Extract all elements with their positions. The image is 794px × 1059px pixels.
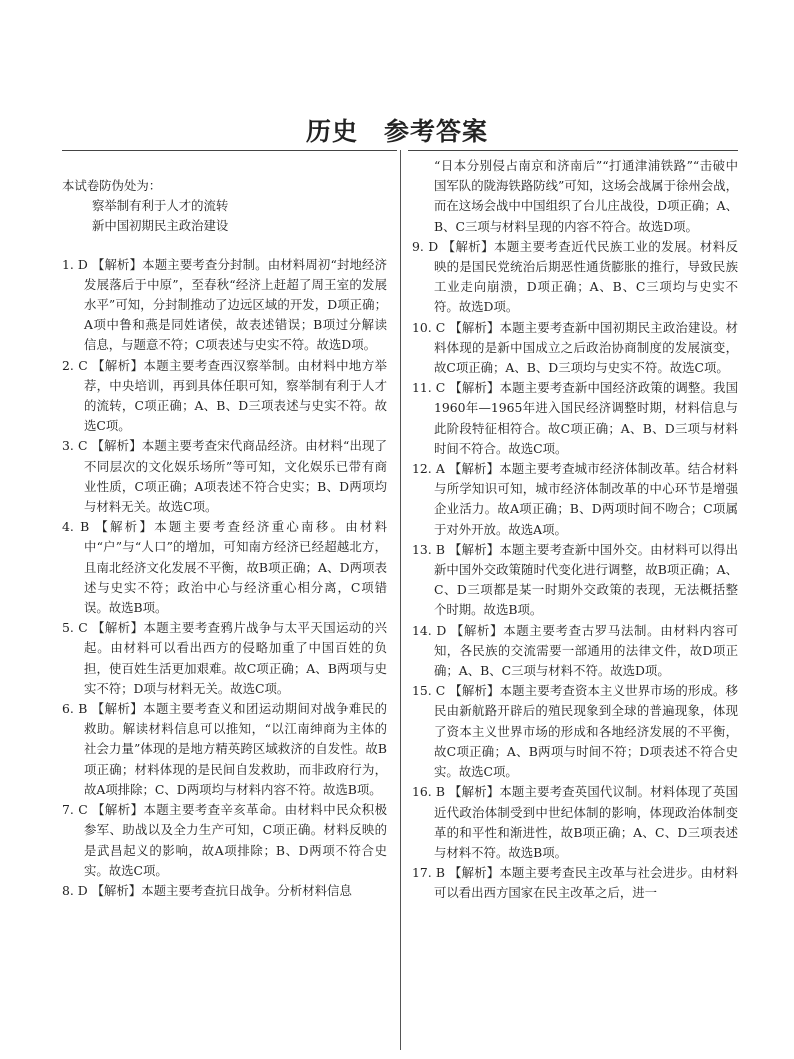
answer-item-3: 3. C 【解析】本题主要考查宋代商品经济。由材料“出现了不同层次的文化娱乐场所”等可知，文化娱乐已带有商业性质，C项正确；A项表述不符合史实；B、D两项均与材料无关。故选C项。 [62, 438, 387, 515]
title-label: 参考答案 [384, 117, 489, 146]
anti-counterfeit-line: 察举制有利于人才的流转 [92, 198, 229, 214]
answer-item-6: 6. B 【解析】本题主要考查义和团运动期间对战争难民的救助。解读材料信息可以推知，“以江南绅商为主体的社会力量”体现的是地方精英跨区域救济的自发性。故B项正确；材料体现的是民间自发救助，而非政府行为，故A项排除；C、D两项均与材料内容不符。故选B项。 [62, 701, 387, 797]
right-column [412, 156, 738, 904]
answer-item-14: 14. D 【解析】本题主要考查古罗马法制。由材料内容可知，各民族的交流需要一部通用的法律文件，故D项正确；A、B、C三项与材料不符。故选D项。 [412, 622, 738, 679]
answer-item-13: 13. B 【解析】本题主要考查新中国外交。由材料可以得出新中国外交政策随时代变化进行调整，故B项正确；A、C、D三项都是某一时期外交政策的表现，无法概括整个时期。故选B项。 [412, 541, 738, 618]
anti-counterfeit-label: 本试卷防伪处为： [62, 178, 162, 193]
anti-counterfeit-note [62, 176, 387, 237]
title-rule-left [62, 150, 397, 151]
answer-item-11: 11. C 【解析】本题主要考查新中国经济政策的调整。我国1960年—1965年进入国民经济调整时期，材料信息与此阶段特征相符合。故C项正确；A、B、D三项与材料时间不符合。故选C项。 [412, 380, 738, 456]
answer-item-12: 12. A 【解析】本题主要考查城市经济体制改革。结合材料与所学知识可知，城市经济体制改革的中心环节是增强企业活力。故A项正确；B、D两项时间不吻合；C项属于对外开放。故选A项。 [412, 461, 738, 537]
answer-item-17: 17. B 【解析】本题主要考查民主改革与社会进步。由材料可以看出西方国家在民主改革之后，进一 [412, 865, 738, 901]
subject-label: 历史 [305, 117, 358, 146]
answer-item-5: 5. C 【解析】本题主要考查鸦片战争与太平天国运动的兴起。由材料可以看出西方的侵略加重了中国百姓的负担，使百姓生活更加艰难。故C项正确；A、B两项与史实不符；D项与材料无关。故选C项。 [62, 620, 387, 696]
anti-counterfeit-line: 新中国初期民主政治建设 [92, 218, 229, 234]
answer-item-1: 1. D 【解析】本题主要考查分封制。由材料周初“封地经济发展落后于中原”，至春秋“经济上赶超了周王室的发展水平”可知，分封制推动了边远区域的开发，D项正确；A项中鲁和燕是同姓诸侯，故表述错误；B项过分解读信息，与题意不符；C项表述与史实不符。故选D项。 [62, 256, 387, 353]
left-column [62, 156, 387, 901]
answer-item-15: 15. C 【解析】本题主要考查资本主义世界市场的形成。移民由新航路开辟后的殖民现象到全球的普遍现象，体现了资本主义世界市场的形成和各地经济发展的不平衡，故C项正确；A、B两项与时间不符；D项表述不符合史实。故选C项。 [412, 683, 738, 780]
column-divider [400, 150, 401, 1050]
answer-item-2: 2. C 【解析】本题主要考查西汉察举制。由材料中地方举荐，中央培训，再到具体任职可知，察举制有利于人才的流转，C项正确；A、B、D三项表述与史实不符。故选C项。 [62, 357, 387, 434]
answer-item-4: 4. B 【解析】本题主要考查经济重心南移。由材料中“户”与“人口”的增加，可知南方经济已经超越北方，且南北经济文化发展不平衡，故B项正确；A、D两项表述与史实不符；政治中心与经济重心相分离，C项错误。故选B项。 [62, 519, 387, 616]
answer-item-9: 9. D 【解析】本题主要考查近代民族工业的发展。材料反映的是国民党统治后期恶性通货膨胀的推行，导致民族工业走向崩溃，D项正确；A、B、C三项均与史实不符。故选D项。 [412, 238, 738, 315]
answer-list-left [62, 255, 387, 902]
answer-item-10: 10. C 【解析】本题主要考查新中国初期民主政治建设。材料体现的是新中国成立之后政治协商制度的发展演变，故C项正确；A、B、D三项均与史实不符。故选C项。 [412, 319, 738, 376]
answer-item-7: 7. C 【解析】本题主要考查辛亥革命。由材料中民众积极参军、助战以及全力生产可知，C项正确。材料反映的是武昌起义的影响，故A项排除；B、D两项不符合史实。故选C项。 [62, 802, 387, 878]
page-title [0, 112, 794, 148]
title-rule-right [408, 150, 738, 151]
answer-item-16: 16. B 【解析】本题主要考查英国代议制。材料体现了英国近代政治体制受到中世纪体制的影响，体现政治体制变革的和平性和渐进性，故B项正确；A、C、D三项表述与材料不符。故选B项。 [412, 784, 738, 860]
answer-item-8: 8. D 【解析】本题主要考查抗日战争。分析材料信息 [62, 882, 352, 898]
answer-8-continuation: “日本分别侵占南京和济南后”“打通津浦铁路”“击破中国军队的陇海铁路防线”可知，这场会战属于徐州会战，而在这场会战中中国组织了台儿庄战役，D项正确；A、B、C三项与材料呈现的内容不符合。故选D项。 [434, 158, 738, 234]
